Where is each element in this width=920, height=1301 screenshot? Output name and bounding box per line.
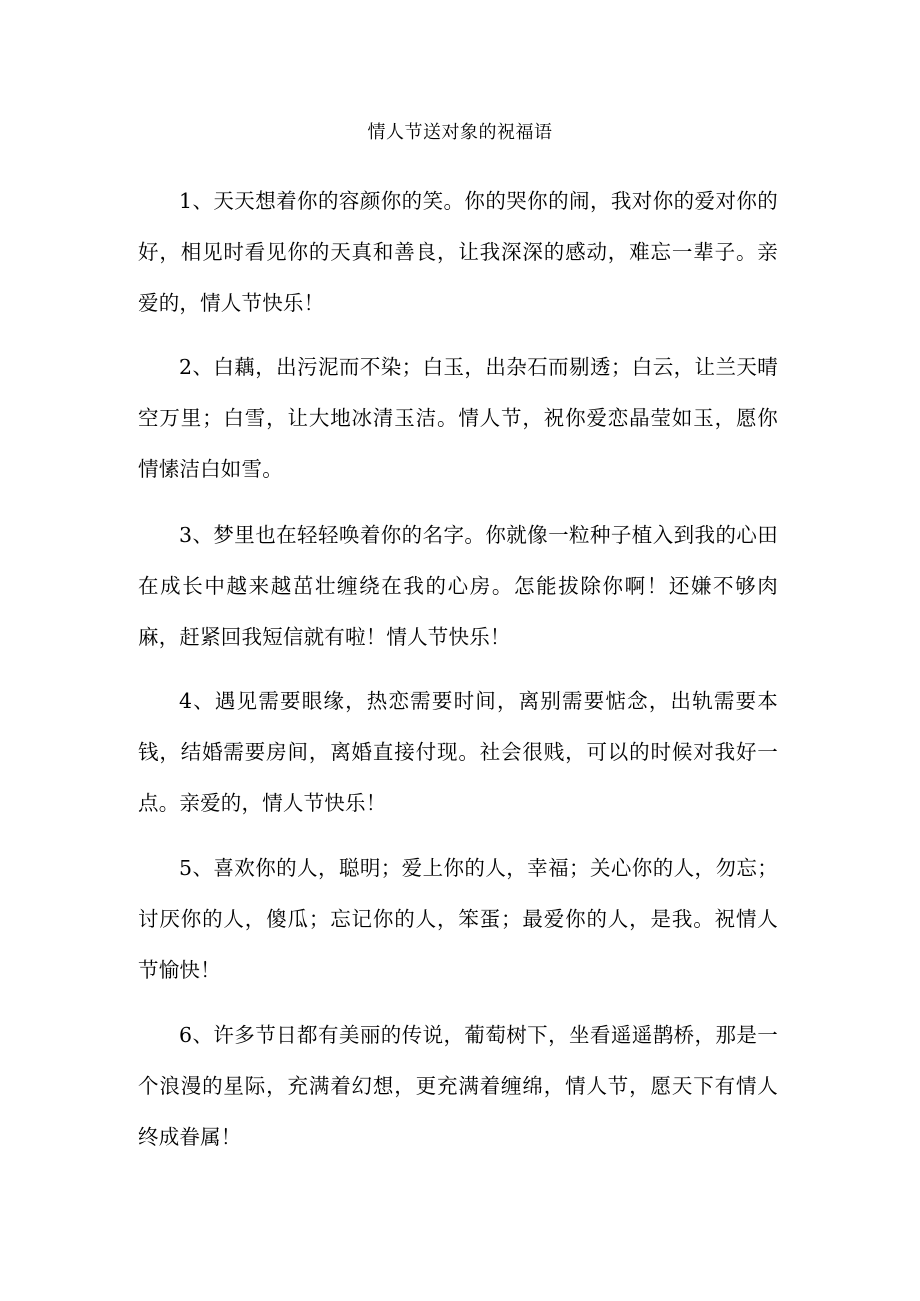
paragraph-3: 3、梦里也在轻轻唤着你的名字。你就像一粒种子植入到我的心田在成长中越来越茁壮缠绕在我的心房。怎能拔除你啊！还嫌不够肉麻，赶紧回我短信就有啦！情人节快乐！	[138, 523, 778, 649]
paragraph-6: 6、许多节日都有美丽的传说，葡萄树下，坐看遥遥鹊桥，那是一个浪漫的星际，充满着幻想，更充满着缠绵，情人节，愿天下有情人终成眷属！	[138, 1023, 778, 1149]
paragraph-2: 2、白藕，出污泥而不染；白玉，出杂石而剔透；白云，让兰天晴空万里；白雪，让大地冰清玉洁。情人节，祝你爱恋晶莹如玉，愿你情愫洁白如雪。	[138, 355, 778, 481]
paragraph-4: 4、遇见需要眼缘，热恋需要时间，离别需要惦念，出轨需要本钱，结婚需要房间，离婚直接付现。社会很贱，可以的时候对我好一点。亲爱的，情人节快乐！	[138, 689, 778, 815]
paragraph-1: 1、天天想着你的容颜你的笑。你的哭你的闹，我对你的爱对你的好，相见时看见你的天真和善良，让我深深的感动，难忘一辈子。亲爱的，情人节快乐！	[138, 189, 778, 315]
paragraph-5: 5、喜欢你的人，聪明；爱上你的人，幸福；关心你的人，勿忘；讨厌你的人，傻瓜；忘记你的人，笨蛋；最爱你的人，是我。祝情人节愉快！	[138, 856, 778, 982]
document-title: 情人节送对象的祝福语	[367, 122, 553, 143]
